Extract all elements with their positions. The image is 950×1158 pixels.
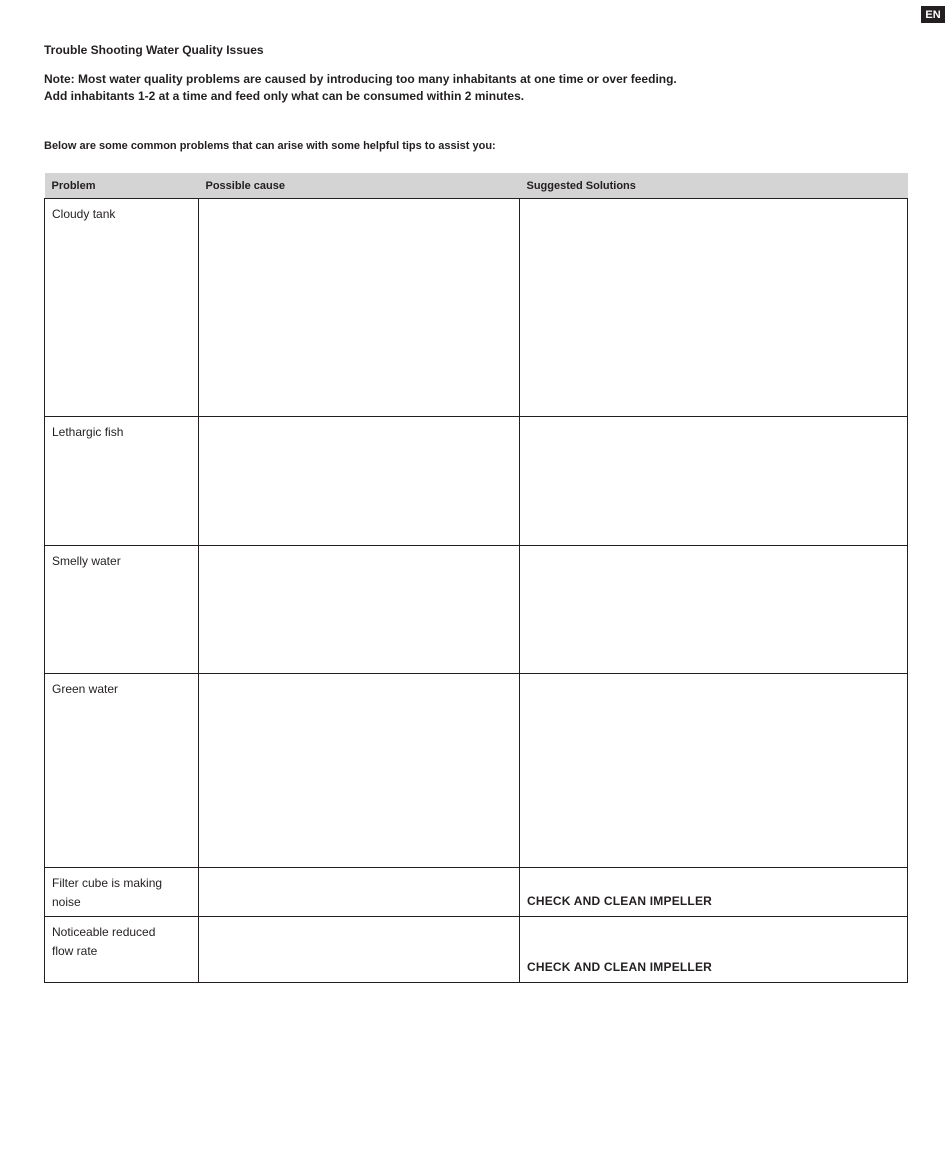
problem-cell: Cloudy tank — [45, 199, 199, 417]
cause-cell — [199, 868, 520, 917]
page-title: Trouble Shooting Water Quality Issues — [44, 43, 264, 57]
troubleshooting-table — [44, 173, 908, 983]
table-header-row — [45, 173, 908, 199]
cause-cell — [199, 674, 520, 868]
note-line-2: Add inhabitants 1-2 at a time and feed only what can be consumed within 2 minutes. — [44, 89, 525, 103]
problem-cell: Filter cube is making noise — [45, 868, 199, 917]
problem-cell: Lethargic fish — [45, 417, 199, 546]
header-possible-cause: Possible cause — [199, 173, 520, 199]
problem-text: Noticeable reduced flow rate — [52, 925, 156, 958]
cause-cell — [199, 417, 520, 546]
table-row — [45, 868, 908, 917]
problem-cell: Green water — [45, 674, 199, 868]
solution-text: CHECK AND CLEAN IMPELLER — [527, 960, 713, 974]
solution-text: CHECK AND CLEAN IMPELLER — [527, 894, 713, 908]
cause-cell — [199, 917, 520, 983]
table-row — [45, 199, 908, 417]
solution-cell — [520, 199, 908, 417]
intro-text: Below are some common problems that can arise with some helpful tips to assist you: — [44, 140, 496, 152]
solution-cell — [520, 674, 908, 868]
problem-cell — [45, 917, 199, 983]
cause-cell — [199, 546, 520, 674]
cause-cell — [199, 199, 520, 417]
language-badge: EN — [921, 6, 945, 23]
note — [44, 71, 677, 105]
table-row — [45, 917, 908, 983]
problem-cell: Smelly water — [45, 546, 199, 674]
table-row — [45, 546, 908, 674]
table-row — [45, 674, 908, 868]
solution-cell — [520, 868, 908, 917]
header-suggested-solutions: Suggested Solutions — [520, 173, 908, 199]
note-line-1: Note: Most water quality problems are caused by introducing too many inhabitants at one time or over feeding. — [44, 72, 677, 86]
header-problem: Problem — [45, 173, 199, 199]
solution-cell — [520, 546, 908, 674]
solution-cell — [520, 417, 908, 546]
table-row — [45, 417, 908, 546]
solution-cell — [520, 917, 908, 983]
